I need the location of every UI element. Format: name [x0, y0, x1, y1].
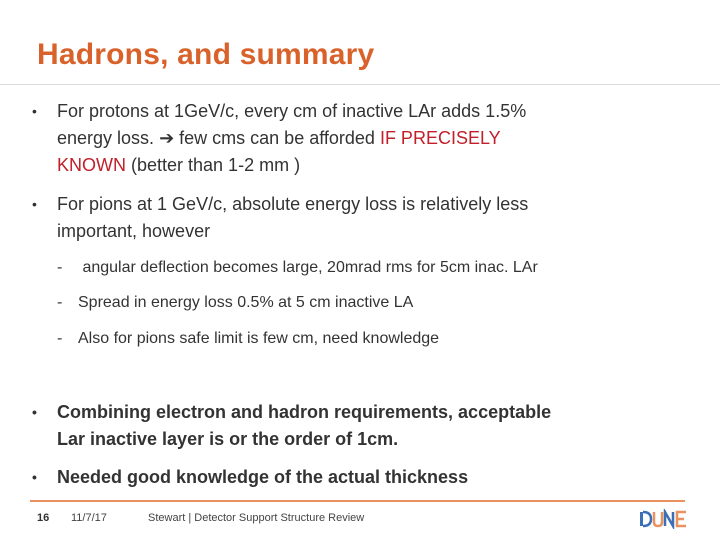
bullet-line: Needed good knowledge of the actual thickness [57, 467, 469, 487]
bullet-combining [32, 399, 677, 453]
bullet-dot: • [32, 469, 37, 485]
bullet-line: important, however [57, 221, 211, 241]
bullet-pions [32, 191, 677, 245]
bullet-line [57, 125, 677, 152]
highlight-text: KNOWN [57, 155, 126, 175]
sub-bullet [57, 292, 677, 314]
bullet-line: For pions at 1 GeV/c, absolute energy loss is relatively less [57, 194, 529, 214]
bullet-text: (better than 1-2 mm ) [126, 155, 301, 175]
bullet-dot: • [32, 196, 37, 212]
bullet-dot: • [32, 103, 37, 119]
bullet-line [57, 152, 677, 179]
sub-bullet [57, 257, 677, 279]
bullet-text: energy loss. [57, 128, 160, 148]
sub-bullet [57, 328, 677, 350]
bullet-protons [32, 98, 677, 179]
dune-logo [640, 509, 688, 529]
sub-bullet-dash: - [57, 259, 63, 276]
highlight-text: IF PRECISELY [379, 128, 501, 148]
slide-title: Hadrons, and summary [37, 38, 375, 71]
page-number: 16 [37, 512, 50, 524]
arrow-icon: ➔ [159, 128, 175, 148]
sub-bullet-dash: - [57, 330, 63, 347]
bullet-line: Combining electron and hadron requirements, acceptable [57, 402, 552, 422]
sub-bullet-text: angular deflection becomes large, 20mrad rms for 5cm inac. LAr [78, 259, 538, 276]
bullet-text: few cms can be afforded [174, 128, 380, 148]
footer-date: 11/7/17 [71, 512, 107, 524]
footer-divider [30, 500, 685, 502]
bullet-knowledge [32, 464, 677, 491]
title-divider [0, 84, 720, 85]
sub-bullet-dash: - [57, 294, 63, 311]
sub-bullet-text: Also for pions safe limit is few cm, need knowledge [78, 330, 440, 347]
bullet-dot: • [32, 404, 37, 420]
footer-presenter: Stewart | Detector Support Structure Review [148, 512, 365, 524]
bullet-line: For protons at 1GeV/c, every cm of inactive LAr adds 1.5% [57, 101, 527, 121]
sub-bullet-text: Spread in energy loss 0.5% at 5 cm inactive LA [78, 294, 414, 311]
bullet-line: Lar inactive layer is or the order of 1cm. [57, 429, 399, 449]
